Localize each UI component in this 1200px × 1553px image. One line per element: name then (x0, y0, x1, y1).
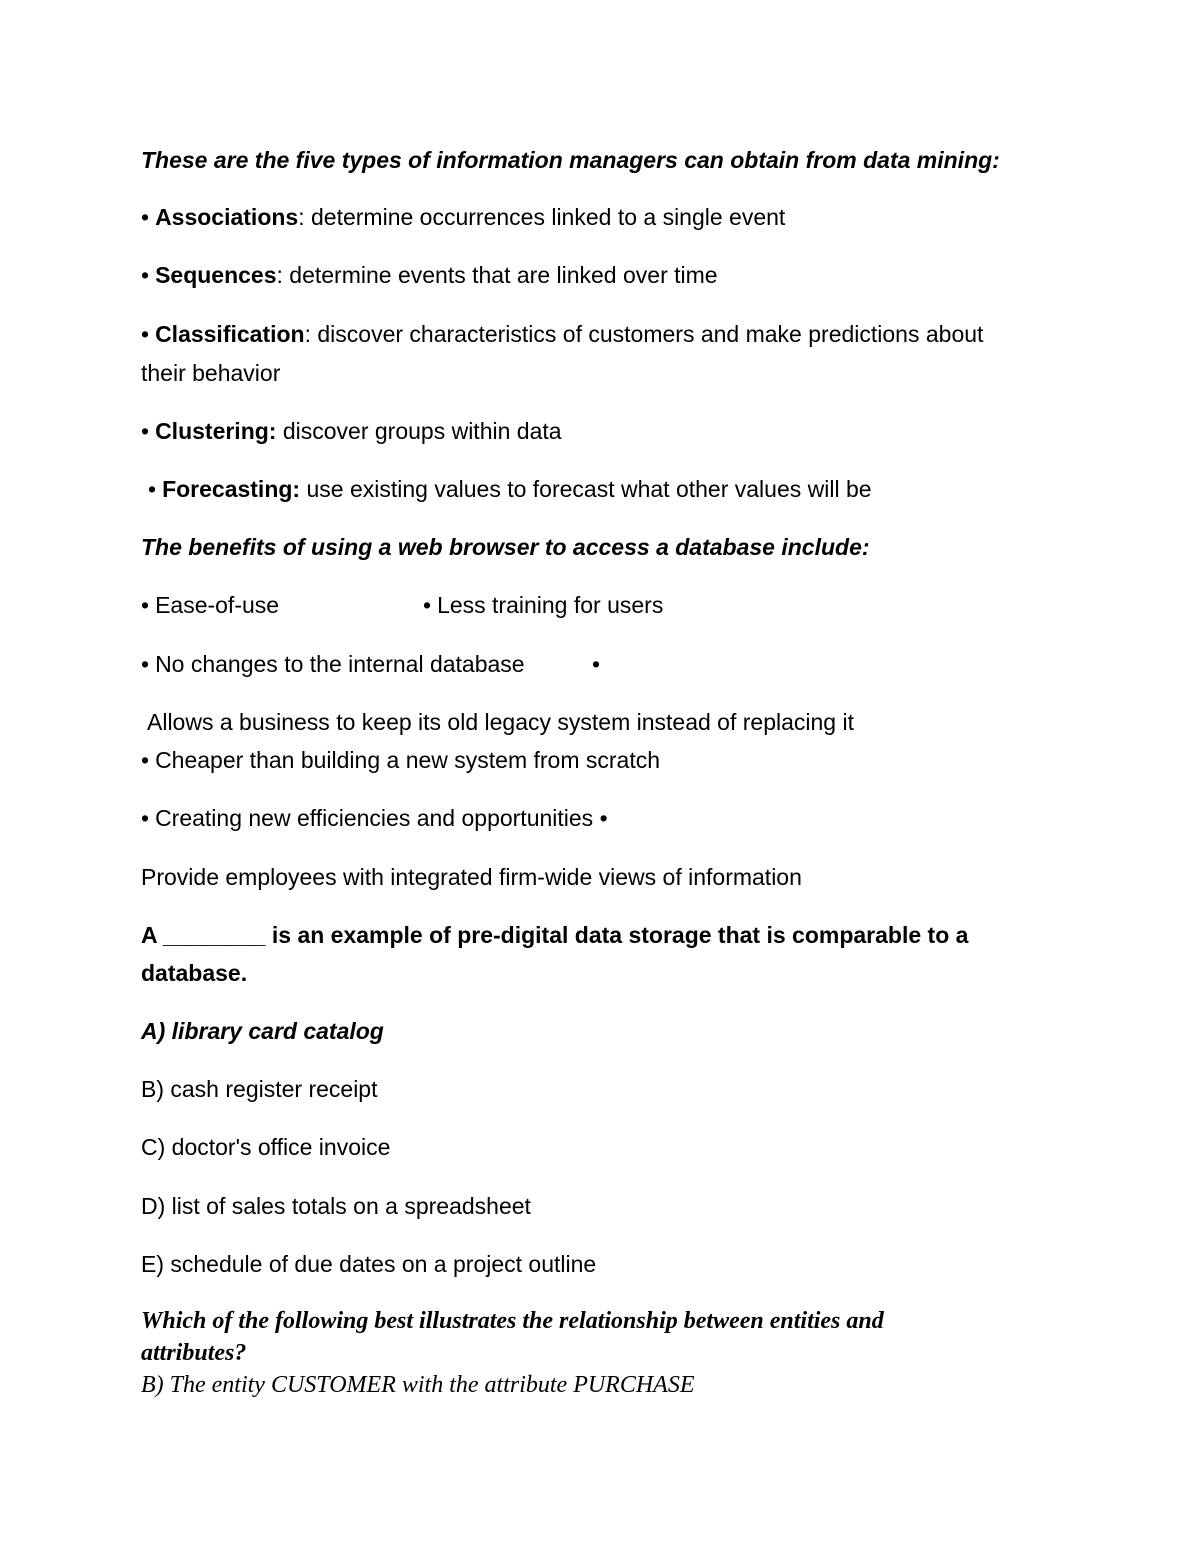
question2-stem-line2: attributes? (141, 1340, 247, 1366)
question1-stem-line1: A ________ is an example of pre-digital data storage that is comparable to a (141, 922, 969, 948)
bullet-icon: • (423, 592, 432, 618)
benefit-text: Cheaper than building a new system from scratch (155, 747, 661, 773)
question1-option-a: A) library card catalog (141, 1018, 384, 1044)
list-item-creating-efficiencies (141, 804, 608, 832)
term-label: Clustering: (155, 418, 277, 444)
term-label: Forecasting: (162, 476, 301, 502)
term-description: discover groups within data (276, 418, 562, 444)
term-separator: : (298, 204, 305, 230)
bullet-icon: • (141, 651, 150, 677)
bullet-icon: • (141, 747, 150, 773)
question1-stem-line2: database. (141, 960, 248, 986)
list-item-clustering (141, 417, 562, 445)
list-item-associations (141, 203, 785, 231)
bullet-icon: • (141, 805, 150, 831)
question1-option-e: E) schedule of due dates on a project outline (141, 1251, 597, 1277)
question1-option-d: D) list of sales totals on a spreadsheet (141, 1193, 531, 1219)
term-separator: : (276, 262, 283, 288)
bullet-icon: • (141, 262, 150, 288)
list-item-legacy-system: Allows a business to keep its old legacy system instead of replacing it (147, 709, 854, 735)
data-mining-heading: These are the five types of information managers can obtain from data mining: (141, 147, 1000, 173)
benefit-text: Less training for users (437, 592, 664, 618)
question1-option-b: B) cash register receipt (141, 1076, 378, 1102)
list-item-no-changes (141, 650, 525, 678)
question1-option-c: C) doctor's office invoice (141, 1134, 391, 1160)
bullet-icon: • (148, 476, 157, 502)
term-separator: : (304, 321, 311, 347)
benefit-text: No changes to the internal database (155, 651, 525, 677)
question2-answer: B) The entity CUSTOMER with the attribute PURCHASE (141, 1372, 695, 1398)
bullet-icon: • (141, 204, 150, 230)
list-item-cheaper (141, 746, 660, 774)
term-label: Sequences (155, 262, 277, 288)
trailing-bullet-icon: • (592, 651, 601, 677)
term-description: discover characteristics of customers and make predictions about (311, 321, 984, 347)
list-item-ease-of-use (141, 591, 279, 619)
list-item-integrated-views: Provide employees with integrated firm-wide views of information (141, 864, 802, 890)
bullet-icon: • (141, 592, 150, 618)
question2-stem-line1: Which of the following best illustrates the relationship between entities and (141, 1308, 884, 1334)
web-browser-benefits-heading: The benefits of using a web browser to access a database include: (141, 534, 870, 560)
list-item-forecasting (148, 475, 872, 503)
term-label: Classification (155, 321, 305, 347)
term-description: determine occurrences linked to a single event (304, 204, 786, 230)
benefit-text: Creating new efficiencies and opportunities • (155, 805, 608, 831)
list-item-sequences (141, 261, 718, 289)
list-item-less-training (423, 591, 663, 619)
list-item-classification (141, 320, 983, 348)
bullet-icon: • (141, 321, 150, 347)
bullet-icon: • (141, 418, 150, 444)
term-description: use existing values to forecast what other values will be (300, 476, 872, 502)
term-description: determine events that are linked over time (282, 262, 718, 288)
benefit-text: Ease-of-use (155, 592, 280, 618)
list-item-classification-continued: their behavior (141, 360, 281, 386)
term-label: Associations (155, 204, 299, 230)
